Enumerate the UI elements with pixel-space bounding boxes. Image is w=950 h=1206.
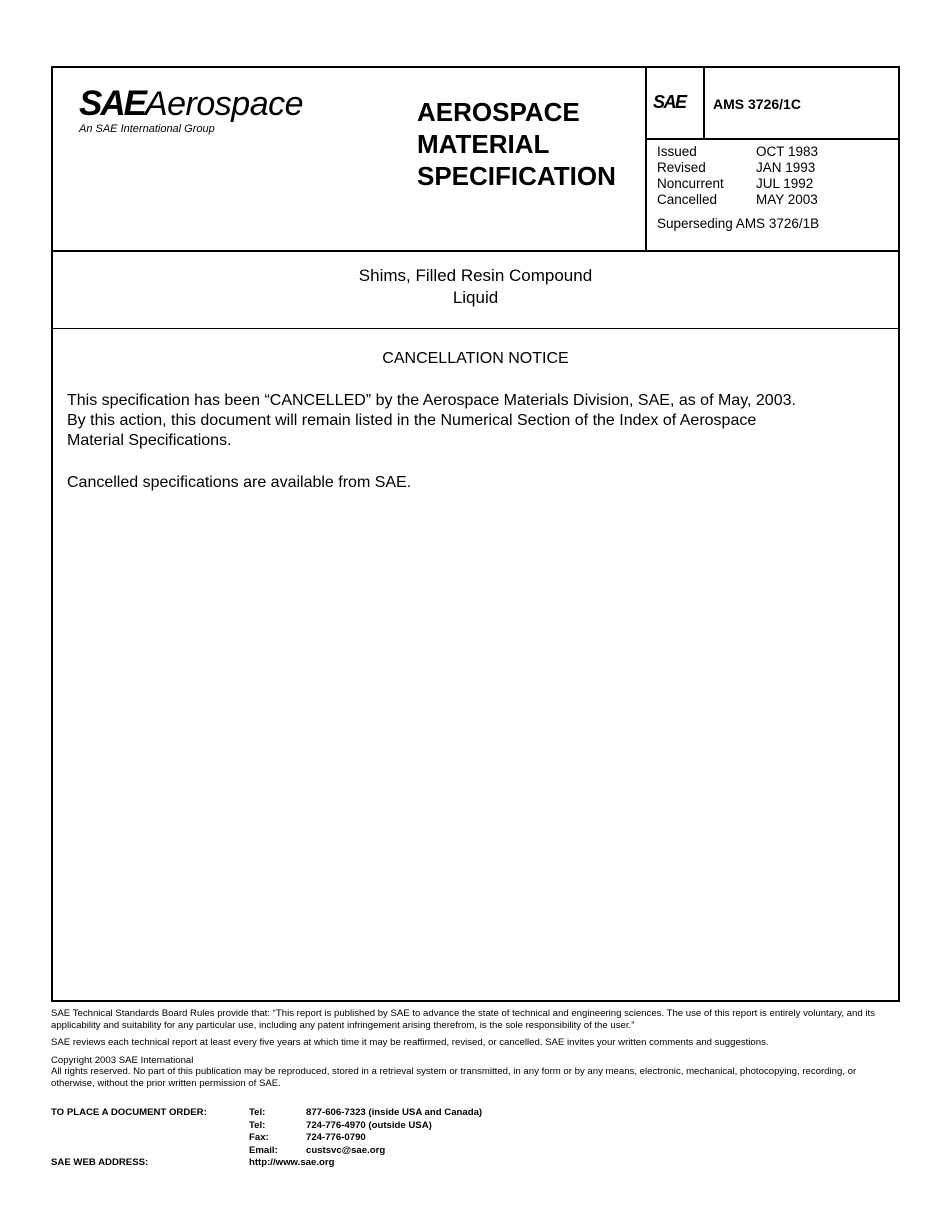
- web-label: SAE WEB ADDRESS:: [51, 1157, 149, 1168]
- date-row: [657, 144, 818, 160]
- superseding-note: Superseding AMS 3726/1B: [657, 216, 820, 231]
- date-label: Issued: [657, 144, 697, 159]
- footer-rights: All rights reserved. No part of this publication may be reproduced, stored in a retrieval system or transmitted, in any form or by any means, electronic, mechanical, photocopying, recording, or otherwise, without the prior written permission of SAE.: [51, 1066, 857, 1089]
- web-address-link[interactable]: http://www.sae.org: [249, 1157, 335, 1168]
- contact-key: Tel:: [249, 1107, 266, 1118]
- date-label: Noncurrent: [657, 176, 724, 191]
- date-row: [657, 160, 818, 176]
- date-label: Revised: [657, 160, 706, 175]
- contact-value: 877-606-7323 (inside USA and Canada): [306, 1107, 483, 1118]
- spec-title: [417, 96, 647, 192]
- logo-name: Aerospace: [144, 85, 304, 123]
- document-number: AMS 3726/1C: [713, 96, 801, 112]
- subject-block: [53, 252, 898, 328]
- date-value: JUL 1992: [756, 176, 814, 191]
- notice-paragraph: [67, 391, 877, 451]
- contact-value: 724-776-0790: [306, 1132, 366, 1143]
- sae-aerospace-logo: [79, 84, 303, 124]
- subject-subtitle: Liquid: [452, 288, 499, 307]
- header-right: [645, 68, 900, 250]
- footer-legal: [51, 1008, 901, 1089]
- contact-key: Email:: [249, 1144, 278, 1156]
- divider: [647, 138, 900, 140]
- notice-line: This specification has been “CANCELLED” by the Aerospace Materials Division, SAE, as of May, 2003.: [67, 392, 796, 409]
- document-frame: [51, 66, 900, 1002]
- sae-mini-logo: [647, 68, 705, 138]
- date-label: Cancelled: [657, 192, 718, 207]
- notice-paragraph-availability: Cancelled specifications are available from SAE.: [67, 474, 412, 491]
- mini-logo-text: SAE: [653, 92, 686, 112]
- date-value: MAY 2003: [756, 192, 818, 207]
- date-value: JAN 1993: [756, 160, 816, 175]
- notice-title: CANCELLATION NOTICE: [382, 350, 569, 367]
- contact-key: Tel:: [249, 1119, 266, 1131]
- notice-line: By this action, this document will remain listed in the Numerical Section of the Index of Aerospace: [67, 412, 757, 429]
- footer-copyright: Copyright 2003 SAE International: [51, 1054, 194, 1066]
- order-label: TO PLACE A DOCUMENT ORDER:: [51, 1107, 207, 1118]
- logo-subtitle: An SAE International Group: [79, 123, 215, 135]
- contact-key: Fax:: [249, 1132, 269, 1143]
- date-table: [657, 144, 818, 208]
- header-left: [53, 68, 645, 250]
- subject-title: Shims, Filled Resin Compound: [358, 266, 593, 285]
- footer-rules: SAE Technical Standards Board Rules provide that: “This report is published by SAE to advance the state of technical and engineering sciences. The use of this report is entirely voluntary, and its applicability and suitability for any particular use, including any patent infringement arising therefrom, is the sole responsibility of the user.”: [51, 1008, 875, 1031]
- date-row: [657, 192, 818, 208]
- spec-title-line: AEROSPACE: [417, 97, 580, 127]
- spec-title-line: SPECIFICATION: [417, 161, 616, 191]
- logo-brand: SAE: [79, 84, 145, 123]
- date-value: OCT 1983: [756, 144, 819, 159]
- divider: [53, 328, 898, 329]
- email-link[interactable]: custsvc@sae.org: [306, 1144, 386, 1156]
- notice-line: Material Specifications.: [67, 432, 232, 449]
- date-row: [657, 176, 818, 192]
- contact-value: 724-776-4970 (outside USA): [306, 1119, 432, 1131]
- footer-review: SAE reviews each technical report at least every five years at which time it may be reaffirmed, revised, or cancelled. SAE invites your written comments and suggestions.: [51, 1037, 769, 1048]
- spec-title-line: MATERIAL: [417, 129, 550, 159]
